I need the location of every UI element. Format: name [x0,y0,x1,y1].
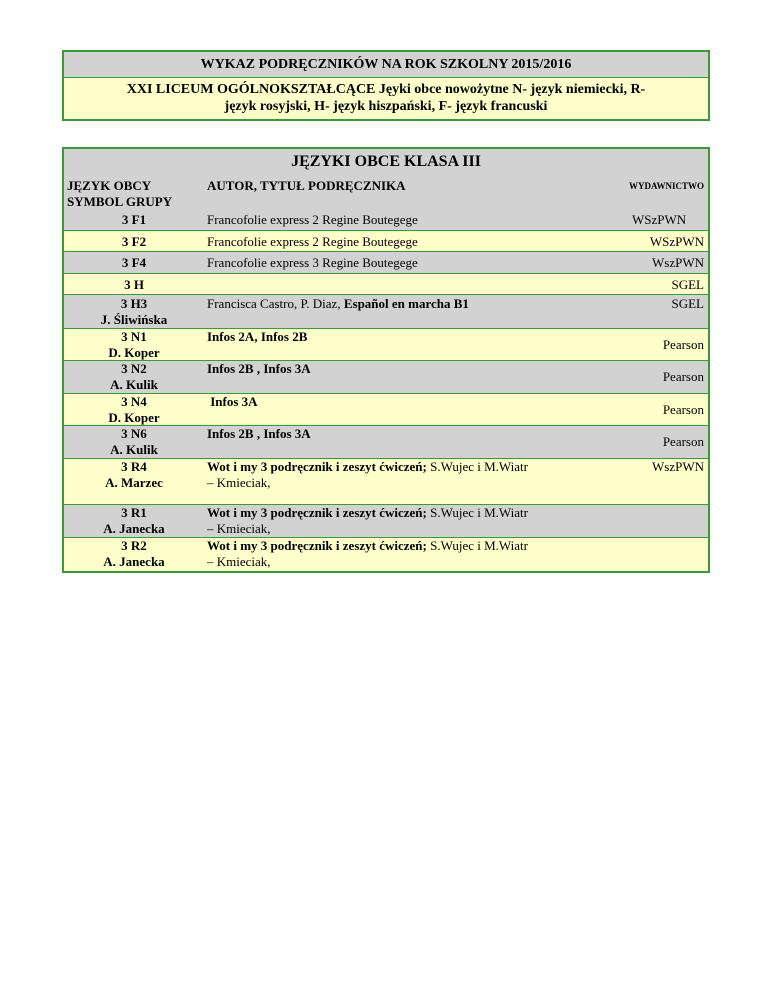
textbook-table [62,147,710,573]
group-symbol: 3 R4 [121,459,147,474]
teacher-name: A. Janecka [103,521,165,536]
group-cell: 3 F1 [121,212,147,227]
table-row [64,458,708,504]
group-cell [64,538,204,570]
table-title: JĘZYKI OBCE KLASA III [291,153,481,170]
header-title: WYKAZ PODRĘCZNIKÓW NA ROK SZKOLNY 2015/2016 [64,52,708,78]
book-authors: S.Wujec i M.Wiatr [426,459,528,474]
publisher-cell: WSzPWN [649,234,704,249]
header-subtitle-line1: XXI LICEUM OGÓLNOKSZTAŁCĄCE Jęyki obce nowożytne N- język niemiecki, R- [126,82,646,97]
book-cell: Francofolie express 2 Regine Boutegege [207,234,418,249]
publisher-cell: WSzPWN [632,212,687,227]
book-authors-cont: – Kmieciak, [207,521,271,536]
publisher-cell: Pearson [662,402,704,417]
table-row [64,273,708,294]
group-cell [64,361,204,393]
book-cell [207,505,597,537]
book-cell [207,538,597,570]
teacher-name: J. Śliwińska [100,312,168,327]
book-title: Español en marcha B1 [343,296,469,311]
teacher-name: D. Koper [108,410,160,425]
table-row [64,537,708,571]
col-group-header-line1: JĘZYK OBCY [67,178,152,193]
book-title: Wot i my 3 podręcznik i zeszyt ćwiczeń; [207,505,427,520]
publisher-cell: SGEL [671,296,704,311]
col-group-header-line2: SYMBOL GRUPY [67,194,173,209]
book-cell: Francofolie express 2 Regine Boutegege [207,212,418,227]
group-cell [64,426,204,458]
book-cell: Francofolie express 3 Regine Boutegege [207,255,418,270]
teacher-name: A. Marzec [105,475,163,490]
group-cell: 3 H [124,277,144,292]
group-symbol: 3 N6 [121,426,147,441]
document-header [62,50,710,121]
teacher-name: A. Kulik [110,442,158,457]
group-cell [64,329,204,361]
table-header-row [64,178,708,210]
table-row [64,210,708,230]
publisher-cell: Pearson [662,434,704,449]
col-book-header: AUTOR, TYTUŁ PODRĘCZNIKA [207,178,406,193]
book-authors: S.Wujec i M.Wiatr [426,505,528,520]
publisher-cell: Pearson [662,337,704,352]
table-title-row [64,149,708,178]
table-row [64,230,708,251]
table-row [64,504,708,537]
publisher-cell: Pearson [662,369,704,384]
publisher-cell: WszPWN [652,459,704,474]
group-symbol: 3 N4 [121,394,147,409]
book-authors-cont: – Kmieciak, [207,554,271,569]
group-symbol: 3 R2 [121,538,147,553]
group-symbol: 3 H3 [120,296,148,311]
book-cell: Infos 2B , Infos 3A [207,361,311,376]
group-cell: 3 F4 [121,255,147,270]
book-cell [207,459,597,491]
header-subtitle-line2: język rosyjski, H- język hiszpański, F- język francuski [224,99,548,114]
book-authors-cont: – Kmieciak, [207,475,271,490]
teacher-name: A. Janecka [103,554,165,569]
col-group-header [64,178,204,210]
book-authors: Francisca Castro, P. Diaz, [207,296,344,311]
book-cell: Infos 3A [207,394,258,409]
table-row [64,393,708,425]
table-row [64,294,708,328]
table-row [64,328,708,360]
book-cell: Infos 2B , Infos 3A [207,426,311,441]
publisher-cell: WszPWN [652,255,704,270]
teacher-name: A. Kulik [110,377,158,392]
table-row [64,360,708,393]
book-cell: Infos 2A, Infos 2B [207,329,308,344]
book-cell [207,296,597,312]
table-row [64,251,708,273]
group-cell [64,394,204,426]
book-title: Wot i my 3 podręcznik i zeszyt ćwiczeń; [207,459,427,474]
teacher-name: D. Koper [108,345,160,360]
table-row [64,425,708,458]
group-symbol: 3 N1 [121,329,147,344]
book-title: Wot i my 3 podręcznik i zeszyt ćwiczeń; [207,538,427,553]
group-symbol: 3 N2 [121,361,147,376]
book-authors: S.Wujec i M.Wiatr [426,538,528,553]
group-cell [64,505,204,537]
group-cell [64,296,204,328]
group-symbol: 3 R1 [121,505,147,520]
publisher-cell: SGEL [671,277,704,292]
group-cell: 3 F2 [121,234,147,249]
header-subtitle [64,78,708,119]
col-publisher-header: WYDAWNICTWO [628,181,704,191]
group-cell [64,459,204,491]
